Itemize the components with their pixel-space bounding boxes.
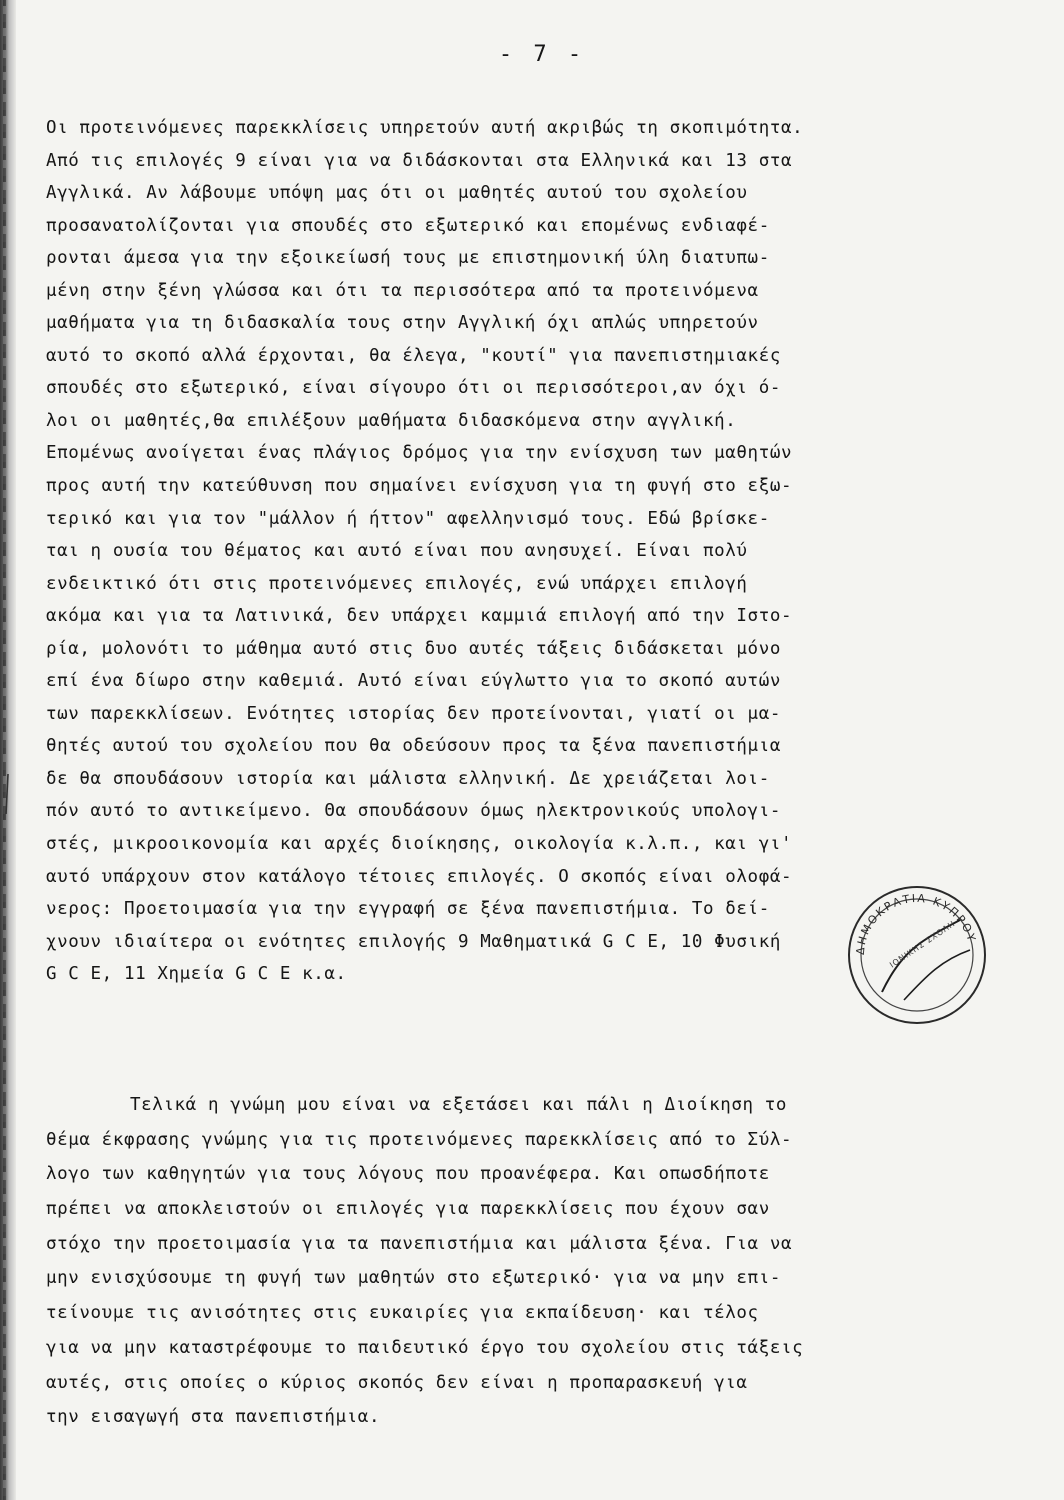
text-line: επί ένα δίωρο στην καθεμιά. Αυτό είναι εύγλωττο για το σκοπό αυτών: [46, 671, 781, 692]
text-line: μαθήματα για τη διδασκαλία τους στην Αγγλική όχι απλώς υπηρετούν: [46, 313, 759, 334]
text-line: την εισαγωγή στα πανεπιστήμια.: [46, 1407, 381, 1428]
text-line: ρία, μολονότι το μάθημα αυτό στις δυο αυτές τάξεις διδάσκεται μόνο: [46, 638, 781, 659]
text-line: αυτό υπάρχουν στον κατάλογο τέτοιες επιλογές. Ο σκοπός είναι ολοφά-: [46, 866, 793, 887]
text-line: σπουδές στο εξωτερικό, είναι σίγουρο ότι οι περισσότεροι,αν όχι ό-: [46, 378, 781, 399]
official-stamp: [842, 880, 992, 1030]
paragraph-2: [46, 1088, 1046, 1435]
text-line: χνουν ιδιαίτερα οι ενότητες επιλογής 9 Μαθηματικά G C E, 10 Φυσική: [46, 931, 781, 952]
text-line: στόχο την προετοιμασία για τα πανεπιστήμια και μάλιστα ξένα. Για να: [46, 1233, 793, 1254]
text-line: τείνουμε τις ανισότητες στις ευκαιρίες για εκπαίδευση· και τέλος: [46, 1303, 759, 1324]
text-line: αυτές, στις οποίες ο κύριος σκοπός δεν είναι η προπαρασκευή για: [46, 1372, 748, 1393]
text-line: πρέπει να αποκλειστούν οι επιλογές για παρεκκλίσεις που έχουν σαν: [46, 1199, 770, 1220]
text-line: δε θα σπουδάσουν ιστορία και μάλιστα ελληνική. Δε χρειάζεται λοι-: [46, 768, 770, 789]
text-line: για να μην καταστρέφουμε το παιδευτικό έργο του σχολείου στις τάξεις: [46, 1337, 804, 1358]
paragraph-1: [46, 112, 1046, 991]
stamp-center-text: ΙΟΝΙΚΗΣ ΣΧΟΛΗ: [888, 918, 958, 970]
text-line: Αγγλικά. Αν λάβουμε υπόψη μας ότι οι μαθητές αυτού του σχολείου: [46, 183, 748, 204]
text-line: προς αυτή την κατεύθυνση που σημαίνει ενίσχυση για τη φυγή στο εξω-: [46, 476, 793, 497]
page-number: - 7 -: [498, 42, 586, 67]
text-line: πόν αυτό το αντικείμενο. Θα σπουδάσουν όμως ηλεκτρονικούς υπολογι-: [46, 801, 781, 822]
text-line: τερικό και για τον "μάλλον ή ήττον" αφελληνισμό τους. Εδώ βρίσκε-: [46, 508, 770, 529]
text-line: θητές αυτού του σχολείου που θα οδεύσουν προς τα ξένα πανεπιστήμια: [46, 736, 781, 757]
text-line: μένη στην ξένη γλώσσα και ότι τα περισσότερα από τα προτεινόμενα: [46, 280, 759, 301]
text-line: στές, μικροοικονομία και αρχές διοίκησης, οικολογία κ.λ.π., και γι': [46, 834, 793, 855]
svg-text:ΙΟΝΙΚΗΣ ΣΧΟΛΗΣ: [842, 880, 957, 970]
text-line: ενδεικτικό ότι στις προτεινόμενες επιλογές, ενώ υπάρχει επιλογή: [46, 573, 748, 594]
text-line: προσανατολίζονται για σπουδές στο εξωτερικό και επομένως ενδιαφέ-: [46, 215, 770, 236]
text-line: λοι οι μαθητές,θα επιλέξουν μαθήματα διδασκόμενα στην αγγλική.: [46, 410, 737, 431]
text-line: νερος: Προετοιμασία για την εγγραφή σε ξένα πανεπιστήμια. Το δεί-: [46, 899, 770, 920]
text-line: Τελικά η γνώμη μου είναι να εξετάσει και πάλι η Διοίκηση το: [130, 1095, 788, 1115]
text-line: λογο των καθηγητών για τους λόγους που προανέφερα. Και οπωσδήποτε: [46, 1164, 770, 1185]
text-line: ρονται άμεσα για την εξοικείωσή τους με επιστημονική ύλη διατυπω-: [46, 248, 770, 269]
text-line: ται η ουσία του θέματος και αυτό είναι που ανησυχεί. Είναι πολύ: [46, 541, 748, 562]
text-line: ακόμα και για τα Λατινικά, δεν υπάρχει καμμιά επιλογή από την Ιστο-: [46, 606, 793, 627]
text-line: Οι προτεινόμενες παρεκκλίσεις υπηρετούν αυτή ακριβώς τη σκοπιμότητα.: [46, 118, 804, 138]
binding-edge: [0, 0, 16, 1500]
text-line: Από τις επιλογές 9 είναι για να διδάσκονται στα Ελληνικά και 13 στα: [46, 150, 793, 171]
text-line: Επομένως ανοίγεται ένας πλάγιος δρόμος για την ενίσχυση των μαθητών: [46, 443, 793, 464]
text-line: των παρεκκλίσεων. Ενότητες ιστορίας δεν προτείνονται, γιατί οι μα-: [46, 703, 781, 724]
text-line: θέμα έκφρασης γνώμης για τις προτεινόμενες παρεκκλίσεις από το Σύλ-: [46, 1129, 793, 1150]
text-line: αυτό το σκοπό αλλά έρχονται, θα έλεγα, "κουτί" για πανεπιστημιακές: [46, 345, 781, 366]
text-line: G C E, 11 Χημεία G C E κ.α.: [46, 964, 347, 985]
text-line: μην ενισχύσουμε τη φυγή των μαθητών στο εξωτερικό· για να μην επι-: [46, 1268, 781, 1289]
stamp-arc-text: ΔΗΜΟΚΡΑΤΙΑ ΚΥΠΡΟΥ: [853, 891, 979, 956]
margin-mark: [2, 774, 12, 814]
